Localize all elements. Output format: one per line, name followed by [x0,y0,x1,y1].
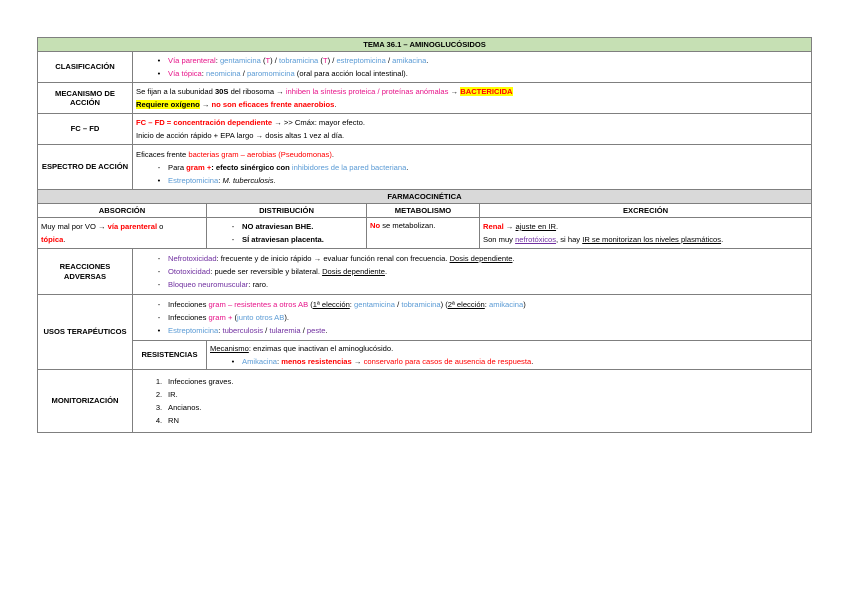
col-excrecion: EXCRECIÓN [480,204,812,218]
excrecion-cell: Renal → ajuste en IR. Son muy nefrotóxicos, si hay IR se monitorizan los niveles plasmáticos. [480,218,812,249]
col-absorcion: ABSORCIÓN [38,204,207,218]
label-fcfd: FC – FD [38,114,133,145]
col-metabolismo: METABOLISMO [367,204,480,218]
farmacocinetica-values [38,218,812,249]
row-resistencias [38,341,812,370]
row-fcfd [38,114,812,145]
content-monitorizacion [133,370,812,433]
row-clasificacion [38,52,812,83]
content-usos: - Infecciones gram – resistentes a otros AB (1ª elección: gentamicina / tobramicina) (2ª elección: amikacina) - Infecciones gram + (junto otros AB). • Estreptomicina: tuberculosis / tularemia / peste. [133,295,812,341]
mecanismo-line-1: Se fijan a la subunidad 30S del ribosoma → inhiben la síntesis proteica / proteínas anómalas → BACTERICIDA [136,87,513,96]
espectro-line-1: Eficaces frente bacterias gram – aerobias (Pseudomonas). [136,149,334,159]
label-clasificacion: CLASIFICACIÓN [38,52,133,83]
espectro-line-3: • Estreptomicina: M. tuberculosis. [157,175,276,185]
label-espectro: ESPECTRO DE ACCIÓN [38,145,133,190]
page-title: TEMA 36.1 – AMINOGLUCÓSIDOS [38,38,812,52]
aminoglucosidos-table [37,37,812,433]
mecanismo-line-2: Requiere oxígeno → no son eficaces frente anaerobios. [136,100,337,109]
list-item: 4. RN [155,416,179,425]
content-espectro [133,145,812,190]
list-item: 1. Infecciones graves. [155,377,234,386]
content-clasificacion [133,52,812,83]
label-usos: USOS TERAPÉUTICOS [38,295,133,370]
label-mecanismo: MECANISMO DE ACCIÓN [38,83,133,114]
label-resistencias: RESISTENCIAS [133,341,207,370]
row-reacciones [38,249,812,295]
list-item: 2. IR. [155,390,178,399]
fcfd-line-1: FC – FD = concentración dependiente → >> Cmáx: mayor efecto. [136,118,365,127]
farmacocinetica-header: FARMACOCINÉTICA [38,190,812,204]
clasificacion-line-2: • Vía tópica: neomicina / paromomicina (oral para acción local intestinal). [157,69,408,78]
row-mecanismo [38,83,812,114]
absorcion-cell: Muy mal por VO → vía parenteral o tópica. [38,218,207,249]
content-mecanismo [133,83,812,114]
row-monitorizacion [38,370,812,433]
label-reacciones: REACCIONES ADVERSAS [38,249,133,295]
content-resistencias: Mecanismo: enzimas que inactivan el aminoglucósido. • Amikacina: menos resistencias → conservarlo para casos de ausencia de respuesta. [207,341,812,370]
row-usos [38,295,812,341]
distribucion-cell: - NO atraviesan BHE. - SÍ atraviesan placenta. [207,218,367,249]
espectro-line-2: - Para gram +: efecto sinérgico con inhibidores de la pared bacteriana. [157,162,409,172]
clasificacion-line-1: • Vía parenteral: gentamicina (T) / tobramicina (T) / estreptomicina / amikacina. [157,56,429,65]
row-espectro [38,145,812,190]
metabolismo-cell: No se metabolizan. [367,218,480,249]
col-distribucion: DISTRIBUCIÓN [207,204,367,218]
fcfd-line-2: Inicio de acción rápido + EPA largo → dosis altas 1 vez al día. [136,131,345,140]
label-monitorizacion: MONITORIZACIÓN [38,370,133,433]
content-reacciones: - Nefrotoxicidad: frecuente y de inicio rápido → evaluar función renal con frecuencia. Dosis dependiente. - Ototoxicidad: puede ser reversible y bilateral. Dosis dependiente. - Bloqueo neuromuscular: raro. [133,249,812,295]
list-item: 3. Ancianos. [155,403,202,412]
farmacocinetica-columns [38,204,812,218]
content-fcfd [133,114,812,145]
